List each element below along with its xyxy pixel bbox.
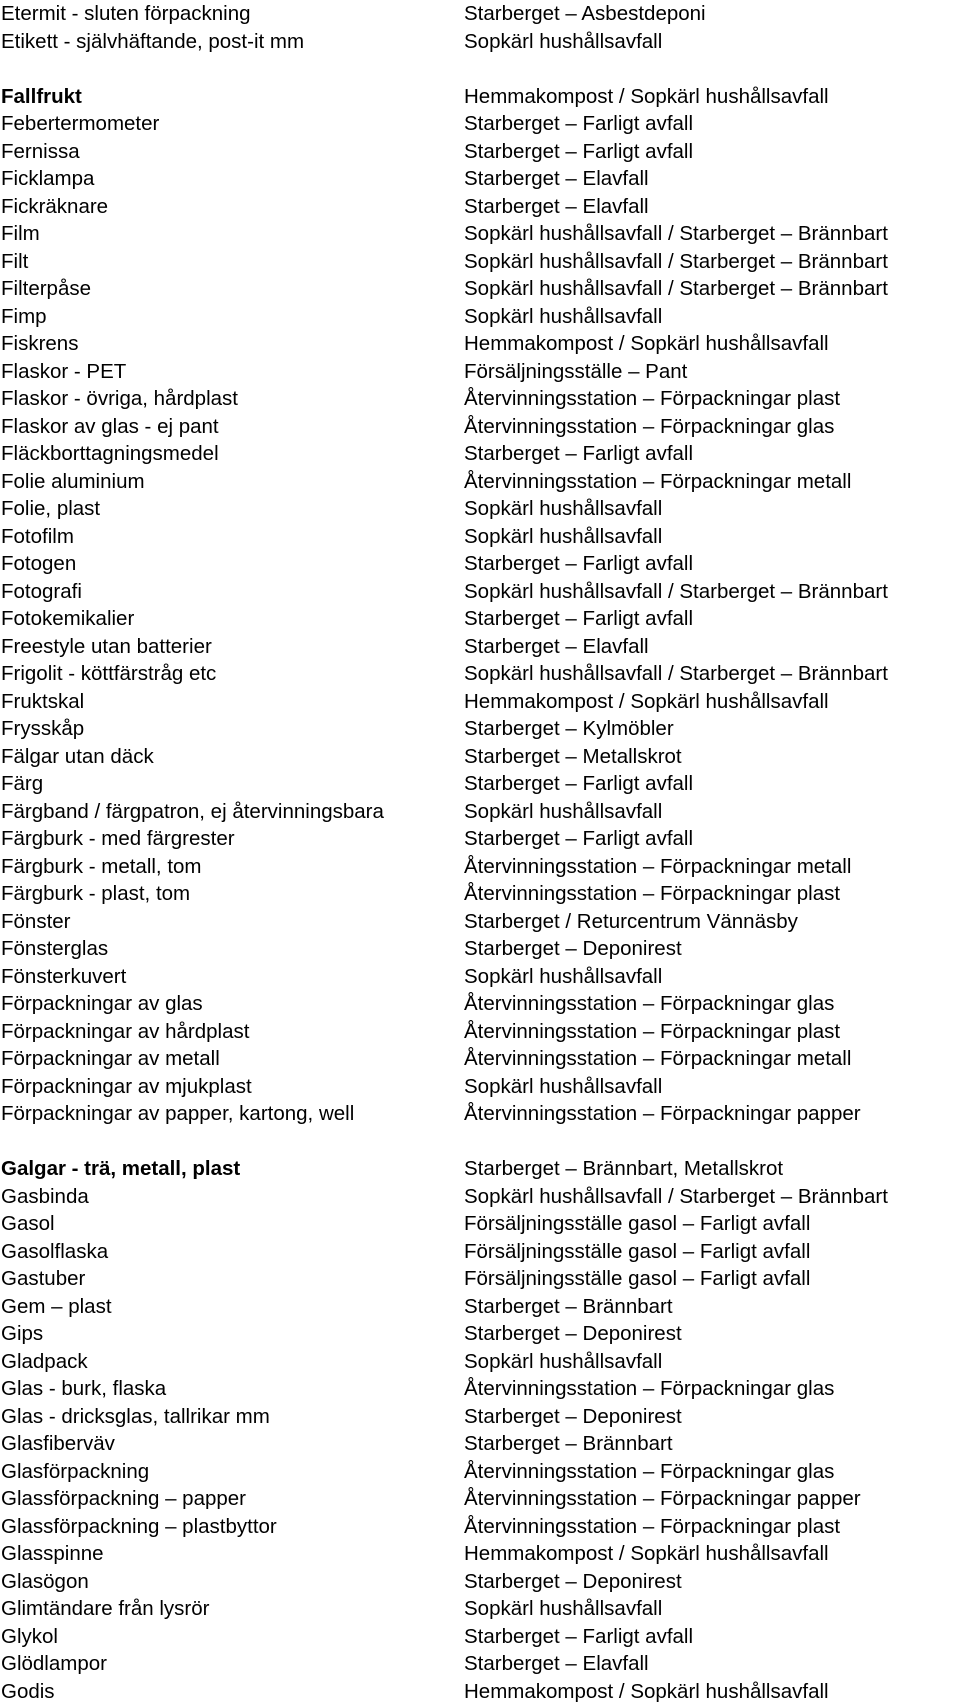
waste-item-name: Fimp — [1, 304, 47, 328]
waste-item-name: Gips — [1, 1322, 44, 1345]
waste-item-name: Fönster — [1, 909, 71, 933]
waste-item-name: Fickräknare — [1, 194, 109, 218]
waste-item-name: Glasfiberväv — [1, 1432, 115, 1455]
waste-item-name: Glödlampor — [1, 1652, 107, 1675]
list-row — [0, 1265, 960, 1293]
waste-item-name: Färg — [1, 772, 44, 795]
list-row — [0, 28, 960, 56]
disposal-destination: Sopkärl hushållsavfall / Starberget – Brännbart — [464, 579, 888, 603]
disposal-destination: Sopkärl hushållsavfall — [464, 964, 663, 988]
disposal-destination: Sopkärl hushållsavfall — [464, 1074, 663, 1098]
list-row — [0, 578, 960, 606]
waste-item-name: Folie, plast — [1, 497, 101, 520]
waste-item-name: Glykol — [1, 1624, 58, 1648]
list-row — [0, 1650, 960, 1678]
list-row — [0, 193, 960, 221]
disposal-destination: Starberget – Farligt avfall — [464, 112, 694, 135]
disposal-destination: Återvinningsstation – Förpackningar glas — [464, 1459, 835, 1483]
list-row — [0, 935, 960, 963]
list-row — [0, 495, 960, 523]
disposal-destination: Hemmakompost / Sopkärl hushållsavfall — [464, 1679, 829, 1703]
list-row — [0, 963, 960, 991]
disposal-destination: Återvinningsstation – Förpackningar papper — [464, 1102, 861, 1125]
waste-item-name: Folie aluminium — [1, 469, 145, 493]
list-row — [0, 1238, 960, 1266]
waste-item-name: Febertermometer — [1, 112, 160, 135]
disposal-destination: Försäljningsställe gasol – Farligt avfall — [464, 1267, 811, 1290]
list-row — [0, 1485, 960, 1513]
list-row — [0, 1045, 960, 1073]
list-row — [0, 770, 960, 798]
waste-item-name: Gasbinda — [1, 1184, 89, 1208]
disposal-destination: Sopkärl hushållsavfall / Starberget – Brännbart — [464, 277, 888, 300]
waste-item-name: Glasspinne — [1, 1542, 104, 1565]
list-row — [0, 110, 960, 138]
waste-item-name: Film — [1, 222, 40, 245]
list-row — [0, 83, 960, 111]
list-row — [0, 660, 960, 688]
waste-item-name: Freestyle utan batterier — [1, 634, 212, 658]
list-row — [0, 1183, 960, 1211]
waste-item-name: Förpackningar av hårdplast — [1, 1019, 250, 1043]
list-row — [0, 1293, 960, 1321]
waste-item-name: Frigolit - köttfärstråg etc — [1, 662, 217, 685]
waste-item-name: Glimtändare från lysrör — [1, 1597, 210, 1620]
disposal-destination: Starberget – Asbestdeponi — [464, 2, 706, 25]
waste-item-name: Godis — [1, 1679, 55, 1703]
disposal-destination: Sopkärl hushållsavfall — [464, 1349, 663, 1373]
list-row — [0, 1375, 960, 1403]
disposal-destination: Starberget – Farligt avfall — [464, 442, 694, 465]
list-row — [0, 220, 960, 248]
waste-item-name: Fernissa — [1, 139, 80, 163]
list-row — [0, 1100, 960, 1128]
waste-item-name: Glasögon — [1, 1569, 89, 1593]
waste-item-name: Gladpack — [1, 1349, 88, 1373]
list-row — [0, 880, 960, 908]
disposal-destination: Starberget – Deponirest — [464, 1322, 682, 1345]
waste-item-name: Ficklampa — [1, 167, 95, 190]
list-row — [0, 385, 960, 413]
waste-item-name: Flaskor - övriga, hårdplast — [1, 387, 238, 410]
waste-item-name: Flaskor av glas - ej pant — [1, 414, 219, 438]
list-row — [0, 468, 960, 496]
disposal-destination: Sopkärl hushållsavfall — [464, 799, 663, 823]
disposal-destination: Försäljningsställe gasol – Farligt avfall — [464, 1212, 811, 1235]
disposal-destination: Starberget – Kylmöbler — [464, 717, 674, 740]
list-row — [0, 1540, 960, 1568]
disposal-destination: Starberget / Returcentrum Vännäsby — [464, 909, 798, 933]
waste-item-name: Galgar - trä, metall, plast — [1, 1157, 241, 1180]
waste-item-name: Förpackningar av glas — [1, 992, 203, 1015]
disposal-destination: Sopkärl hushållsavfall — [464, 29, 663, 53]
waste-item-name: Fallfrukt — [1, 84, 82, 108]
list-row — [0, 1320, 960, 1348]
list-row — [0, 1678, 960, 1706]
disposal-destination: Hemmakompost / Sopkärl hushållsavfall — [464, 1542, 829, 1565]
disposal-destination: Sopkärl hushållsavfall / Starberget – Brännbart — [464, 249, 888, 273]
list-row — [0, 1595, 960, 1623]
disposal-destination: Starberget – Elavfall — [464, 194, 649, 218]
list-row — [0, 825, 960, 853]
disposal-destination: Starberget – Deponirest — [464, 1404, 682, 1428]
list-row — [0, 1568, 960, 1596]
disposal-destination: Återvinningsstation – Förpackningar plast — [464, 1514, 841, 1538]
waste-item-name: Färgburk - plast, tom — [1, 882, 191, 905]
waste-item-name: Färgband / färgpatron, ej återvinningsbara — [1, 799, 384, 823]
disposal-destination: Starberget – Farligt avfall — [464, 827, 694, 850]
disposal-destination: Sopkärl hushållsavfall — [464, 524, 663, 548]
disposal-destination: Starberget – Brännbart — [464, 1294, 673, 1318]
disposal-destination: Återvinningsstation – Förpackningar glas — [464, 414, 835, 438]
list-row — [0, 0, 960, 28]
list-row — [0, 1155, 960, 1183]
waste-item-name: Glas - dricksglas, tallrikar mm — [1, 1404, 270, 1428]
list-row — [0, 908, 960, 936]
list-row — [0, 1018, 960, 1046]
waste-item-name: Fälgar utan däck — [1, 744, 154, 768]
waste-item-name: Gem – plast — [1, 1294, 112, 1318]
list-row — [0, 358, 960, 386]
disposal-destination: Återvinningsstation – Förpackningar plast — [464, 882, 841, 905]
list-row — [0, 138, 960, 166]
disposal-destination: Starberget – Metallskrot — [464, 744, 682, 768]
waste-item-name: Frysskåp — [1, 717, 85, 740]
list-row — [0, 798, 960, 826]
disposal-destination: Hemmakompost / Sopkärl hushållsavfall — [464, 332, 829, 355]
waste-item-name: Glassförpackning – papper — [1, 1487, 247, 1510]
disposal-destination: Starberget – Deponirest — [464, 937, 682, 960]
disposal-destination: Återvinningsstation – Förpackningar glas — [464, 1377, 835, 1400]
waste-item-name: Förpackningar av mjukplast — [1, 1074, 252, 1098]
disposal-destination: Sopkärl hushållsavfall / Starberget – Brännbart — [464, 662, 888, 685]
waste-item-name: Färgburk - med färgrester — [1, 827, 235, 850]
waste-item-name: Gastuber — [1, 1267, 86, 1290]
list-row — [0, 1210, 960, 1238]
waste-item-name: Etikett - självhäftande, post-it mm — [1, 29, 305, 53]
waste-item-name: Filterpåse — [1, 277, 92, 300]
disposal-destination: Återvinningsstation – Förpackningar plast — [464, 387, 841, 410]
disposal-destination: Återvinningsstation – Förpackningar metall — [464, 854, 852, 878]
waste-item-name: Gasol — [1, 1212, 55, 1235]
list-row — [0, 1513, 960, 1541]
waste-item-name: Glasförpackning — [1, 1459, 150, 1483]
waste-item-name: Filt — [1, 249, 29, 273]
waste-item-name: Fruktskal — [1, 689, 85, 713]
waste-item-name: Förpackningar av metall — [1, 1047, 220, 1070]
list-row — [0, 743, 960, 771]
disposal-destination: Återvinningsstation – Förpackningar metall — [464, 469, 852, 493]
disposal-destination: Starberget – Farligt avfall — [464, 139, 694, 163]
waste-item-name: Fotokemikalier — [1, 607, 135, 630]
list-row — [0, 413, 960, 441]
list-row — [0, 853, 960, 881]
disposal-destination: Sopkärl hushållsavfall / Starberget – Brännbart — [464, 222, 888, 245]
disposal-destination: Hemmakompost / Sopkärl hushållsavfall — [464, 84, 829, 108]
list-row — [0, 1073, 960, 1101]
list-row — [0, 633, 960, 661]
disposal-destination: Starberget – Brännbart, Metallskrot — [464, 1157, 784, 1180]
list-row — [0, 1348, 960, 1376]
disposal-destination: Starberget – Elavfall — [464, 167, 649, 190]
waste-item-name: Etermit - sluten förpackning — [1, 2, 251, 25]
disposal-destination: Sopkärl hushållsavfall — [464, 497, 663, 520]
waste-item-name: Fiskrens — [1, 332, 79, 355]
disposal-destination: Starberget – Farligt avfall — [464, 772, 694, 795]
waste-item-name: Flaskor - PET — [1, 359, 127, 383]
list-row — [0, 1430, 960, 1458]
waste-item-name: Gasolflaska — [1, 1239, 109, 1263]
list-row — [0, 248, 960, 276]
disposal-destination: Starberget – Elavfall — [464, 634, 649, 658]
list-row — [0, 1458, 960, 1486]
disposal-destination: Återvinningsstation – Förpackningar glas — [464, 992, 835, 1015]
list-row — [0, 605, 960, 633]
disposal-destination: Starberget – Farligt avfall — [464, 1624, 694, 1648]
list-row — [0, 990, 960, 1018]
list-row — [0, 715, 960, 743]
disposal-destination: Starberget – Deponirest — [464, 1569, 682, 1593]
disposal-destination: Hemmakompost / Sopkärl hushållsavfall — [464, 689, 829, 713]
list-row — [0, 440, 960, 468]
list-row — [0, 550, 960, 578]
list-row — [0, 165, 960, 193]
list-row — [0, 1403, 960, 1431]
disposal-destination: Återvinningsstation – Förpackningar papper — [464, 1487, 861, 1510]
waste-item-name: Glas - burk, flaska — [1, 1377, 167, 1400]
list-row — [0, 688, 960, 716]
disposal-destination: Starberget – Elavfall — [464, 1652, 649, 1675]
waste-item-name: Fotofilm — [1, 524, 74, 548]
waste-item-name: Fotogen — [1, 552, 77, 575]
waste-item-name: Färgburk - metall, tom — [1, 854, 202, 878]
waste-item-name: Glassförpackning – plastbyttor — [1, 1514, 277, 1538]
list-row — [0, 303, 960, 331]
disposal-destination: Försäljningsställe gasol – Farligt avfall — [464, 1239, 811, 1263]
disposal-destination: Återvinningsstation – Förpackningar metall — [464, 1047, 852, 1070]
disposal-destination: Sopkärl hushållsavfall — [464, 304, 663, 328]
list-row — [0, 1623, 960, 1651]
disposal-destination: Starberget – Farligt avfall — [464, 607, 694, 630]
disposal-destination: Försäljningsställe – Pant — [464, 359, 688, 383]
list-row — [0, 330, 960, 358]
waste-item-name: Förpackningar av papper, kartong, well — [1, 1102, 355, 1125]
waste-item-name: Fönsterglas — [1, 937, 109, 960]
list-row — [0, 523, 960, 551]
disposal-destination: Sopkärl hushållsavfall / Starberget – Brännbart — [464, 1184, 888, 1208]
waste-item-name: Fläckborttagningsmedel — [1, 442, 219, 465]
list-row — [0, 275, 960, 303]
disposal-destination: Starberget – Farligt avfall — [464, 552, 694, 575]
disposal-destination: Starberget – Brännbart — [464, 1432, 673, 1455]
waste-item-name: Fönsterkuvert — [1, 964, 127, 988]
waste-item-name: Fotografi — [1, 579, 82, 603]
disposal-destination: Sopkärl hushållsavfall — [464, 1597, 663, 1620]
disposal-destination: Återvinningsstation – Förpackningar plast — [464, 1019, 841, 1043]
